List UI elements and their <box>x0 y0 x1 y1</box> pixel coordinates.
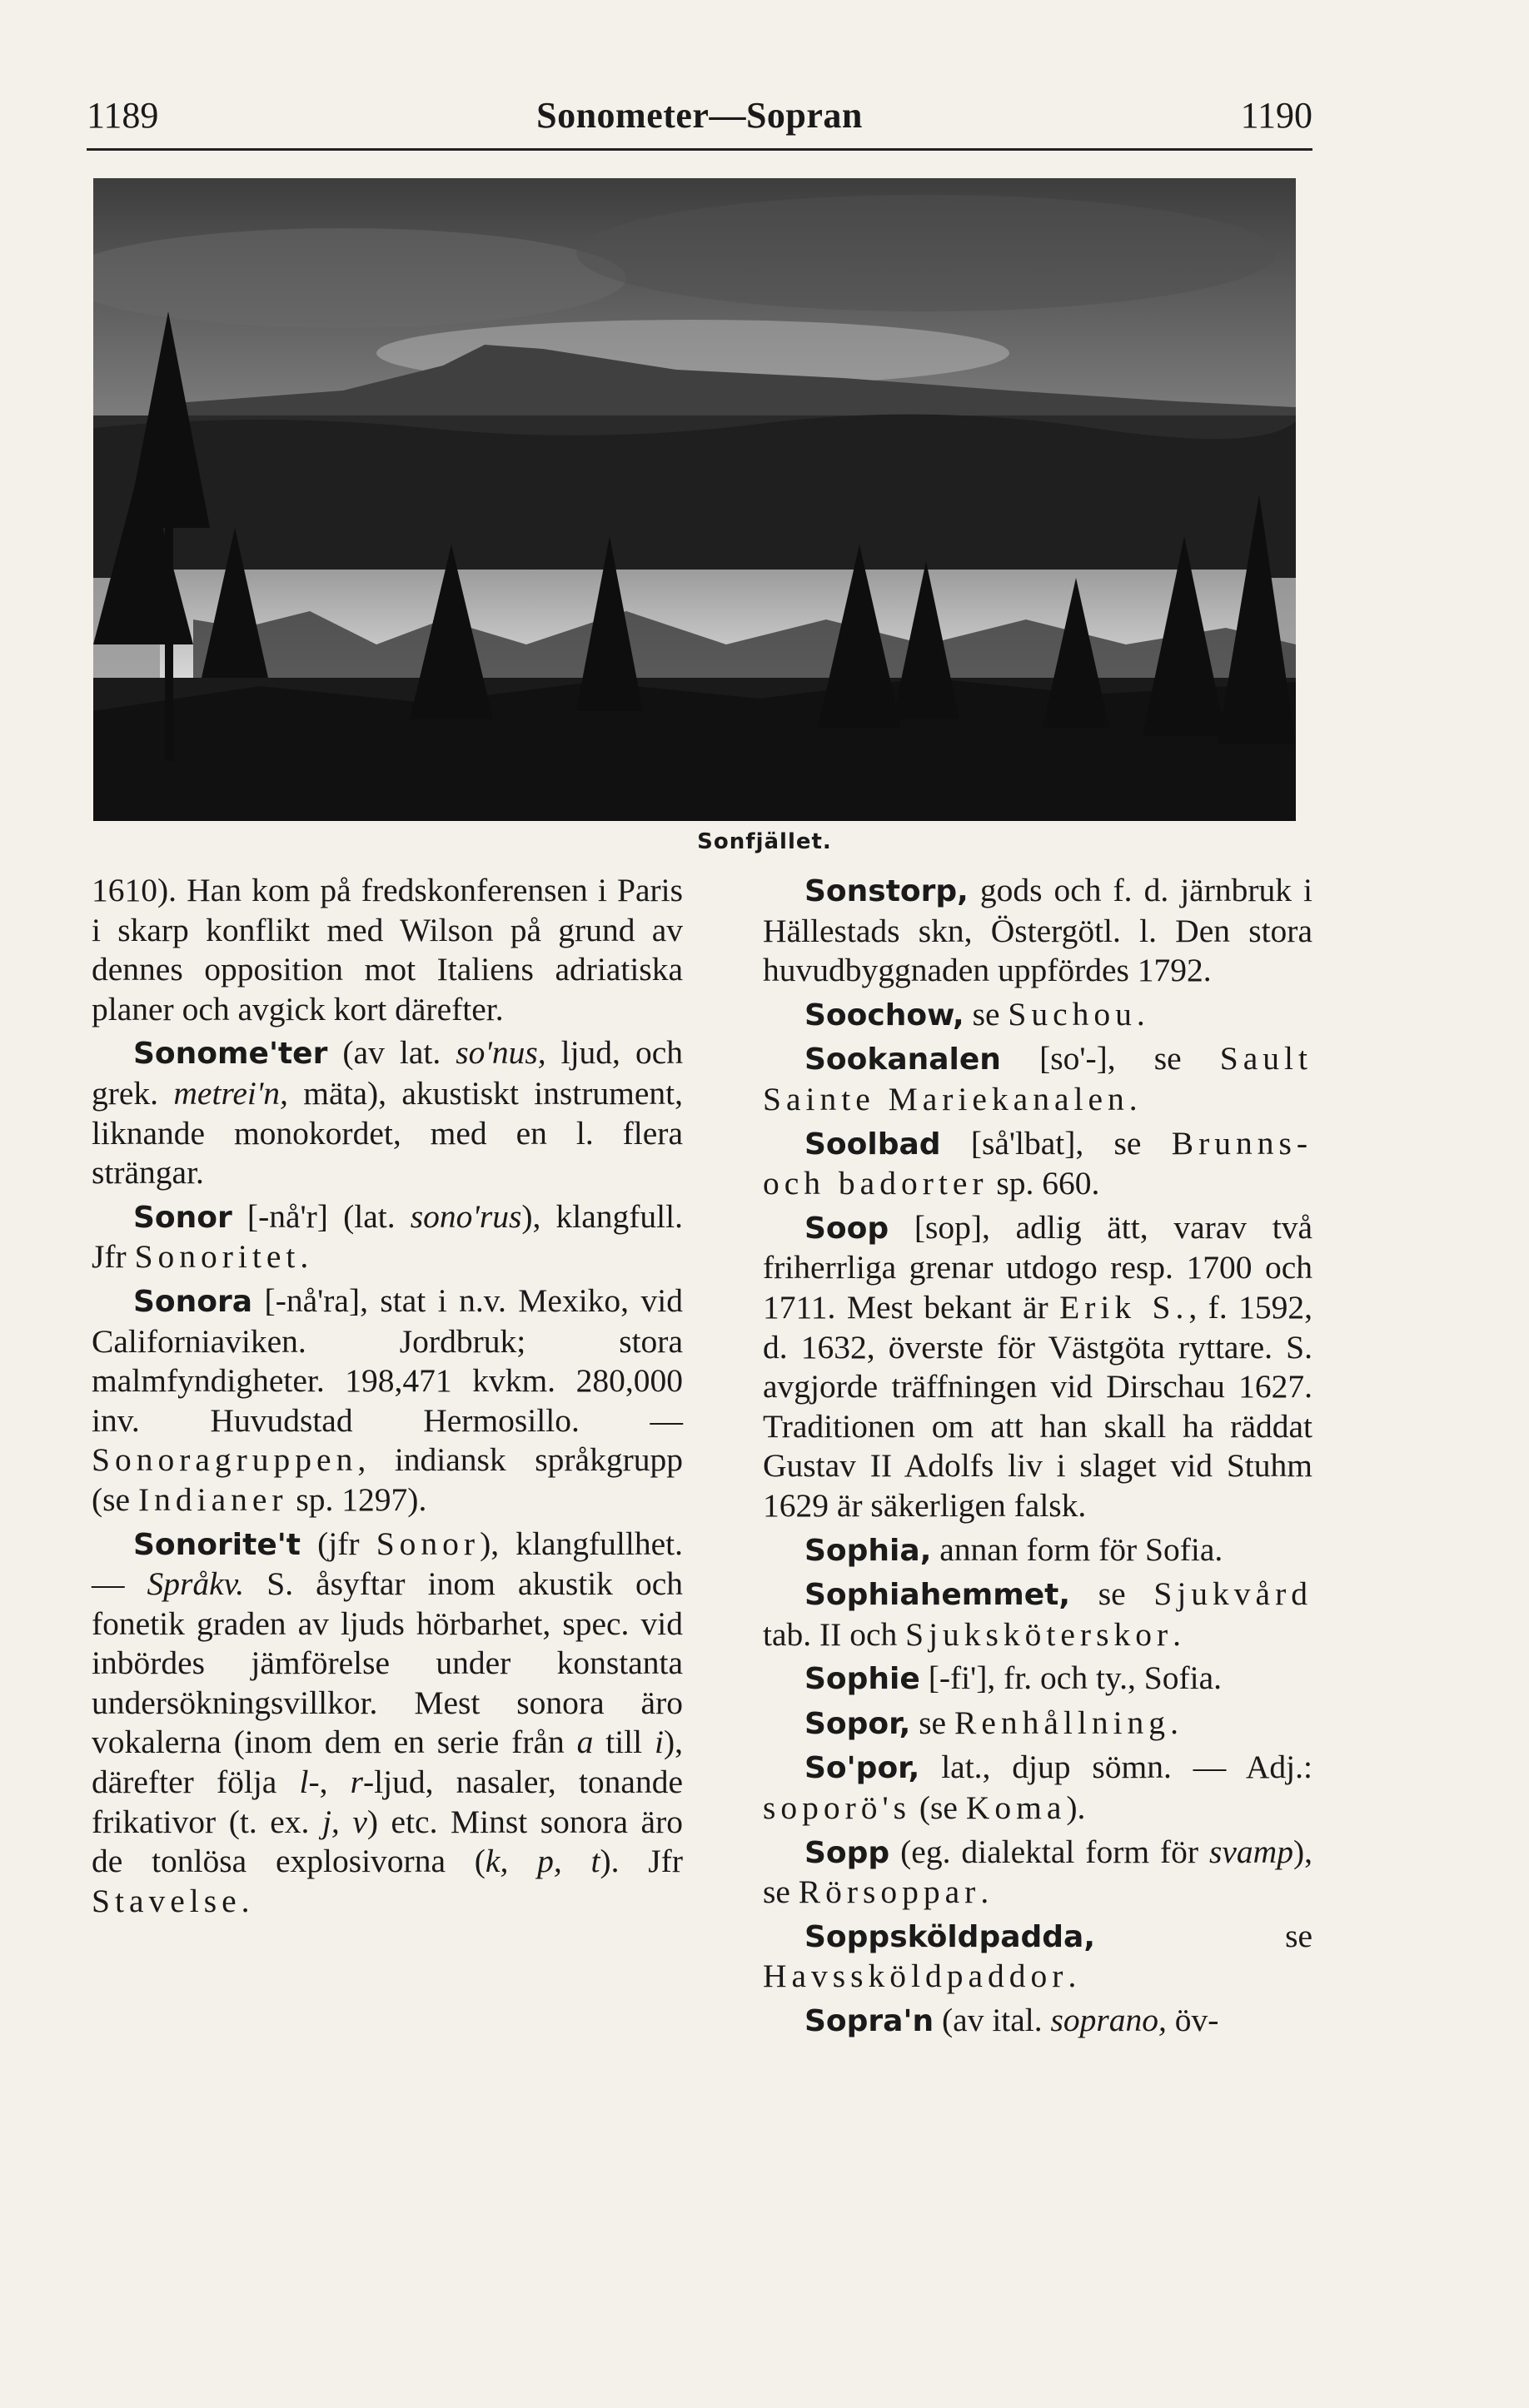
headword: Sopor, <box>804 1706 911 1741</box>
entry-italic: svamp <box>1209 1833 1293 1870</box>
cross-reference: Koma <box>965 1789 1067 1827</box>
entry-text: . <box>1170 1704 1178 1741</box>
entry-text: . <box>300 1238 309 1276</box>
entry-text: lat., djup sömn. — Adj.: <box>919 1749 1312 1786</box>
cross-reference: Indianer <box>137 1480 288 1518</box>
left-column <box>92 871 683 1925</box>
entry-italic: a <box>576 1724 594 1761</box>
entry-text: -, <box>308 1764 351 1801</box>
photo-illustration <box>93 178 1296 821</box>
entry-italic: k, p, t <box>485 1843 600 1880</box>
entry-sonor <box>92 1197 683 1277</box>
headword: Soolbad <box>804 1127 941 1162</box>
entry-text: [-fi'], fr. och ty., Sofia. <box>919 1659 1222 1697</box>
entry-text: se <box>910 1704 954 1741</box>
cross-reference: Renhållning <box>954 1704 1171 1741</box>
entry-italic: soprano, <box>1050 2002 1167 2039</box>
entry-italic: l <box>299 1764 309 1801</box>
entry-soolbad <box>763 1124 1312 1204</box>
headword: Soop <box>804 1211 889 1246</box>
entry-text: S. åsyftar inom akustik och fonetik graden av ljuds hörbarhet, spec. vid inbördes jämförelse under konstanta undersökningsvillkor. Mest sonora äro vokalerna (inom dem en serie från <box>92 1565 684 1761</box>
entry-sonoritet <box>92 1525 683 1922</box>
entry-text: öv- <box>1166 2002 1219 2039</box>
entry-text: -ljud, nasaler, tonande frikativor (t. ex. <box>92 1764 683 1840</box>
cross-reference: Sonor <box>376 1525 481 1562</box>
entry-soppskoldpadda <box>763 1917 1312 1997</box>
entry-text: . <box>1068 1958 1077 1995</box>
entry-text: . <box>1173 1615 1181 1653</box>
entry-text: se <box>964 995 1009 1032</box>
entry-sopran <box>763 2001 1312 2042</box>
right-column <box>763 871 1312 2046</box>
landscape-photo <box>93 178 1296 821</box>
entry-text: ), se <box>763 1833 1312 1911</box>
entry-text: se <box>1070 1575 1154 1613</box>
entry-soochow <box>763 995 1312 1036</box>
header-rule <box>87 148 1312 151</box>
page-number-left: 1189 <box>87 95 159 136</box>
entry-text: mäta), akustiskt instrument, liknande monokordet, med en l. flera strängar. <box>92 1074 684 1192</box>
continued-paragraph: 1610). Han kom på fredskonferensen i Paris i skarp konflikt med Wilson på grund av dennes opposition mot Italiens adriatiska planer och avgick kort därefter. <box>92 872 683 1027</box>
headword: Soppsköldpadda, <box>804 1919 1096 1954</box>
page-number-right: 1190 <box>1240 95 1312 136</box>
headword: Sophia, <box>804 1533 932 1568</box>
cross-reference: soporö's <box>763 1789 912 1827</box>
cross-reference: Erik S. <box>1059 1288 1189 1326</box>
entry-text: [-nå'ra], stat i n.v. Mexiko, vid Californiaviken. Jordbruk; stora malmfyndigheter. 198,471 kvkm. 280,000 inv. Huvudstad Hermosillo. — <box>92 1281 683 1439</box>
entry-text: se <box>1095 1917 1312 1954</box>
entry-italic: so'nus, <box>456 1034 546 1072</box>
headword: Sopp <box>804 1835 890 1870</box>
entry-sonstorp <box>763 871 1312 991</box>
entry-sophiahemmet <box>763 1575 1312 1654</box>
entry-italic: i <box>654 1724 664 1761</box>
figure-caption: Sonfjället. <box>697 829 832 854</box>
entry-sonora <box>92 1281 683 1520</box>
entry-italic: metrei'n, <box>173 1074 288 1112</box>
headword: Sonor <box>133 1200 232 1235</box>
entry-text: ), klangfullhet. — <box>92 1525 683 1603</box>
cross-reference: Sjukvård <box>1153 1575 1312 1613</box>
entry-text: sp. 660. <box>988 1165 1100 1202</box>
entry-sopp <box>763 1833 1312 1913</box>
entry-italic: Språkv. <box>147 1565 245 1603</box>
headword: Sophie <box>804 1662 920 1697</box>
headword: Sophiahemmet, <box>804 1578 1071 1613</box>
entry-sonometer <box>92 1033 683 1192</box>
entry-sopor-latin <box>763 1748 1312 1828</box>
entry-text: . <box>1136 995 1145 1032</box>
entry-text: , f. 1592, d. 1632, överste för Västgöta ryttare. S. avgjorde träffningen vid Dirschau 1627. Traditionen om att han skall ha räddat Gustav II Adolfs liv i slaget vid Stuhm 1629 är säkerligen falsk. <box>763 1288 1313 1524</box>
headword: Soochow, <box>804 998 964 1032</box>
running-title: Sonometer—Sopran <box>536 95 863 136</box>
entry-text: . <box>980 1873 989 1911</box>
entry-text: ), klangfull. Jfr <box>92 1197 684 1276</box>
cross-reference: Rörsoppar <box>798 1873 981 1911</box>
entry-text: sp. 1297). <box>287 1480 427 1518</box>
cross-reference: Stavelse <box>92 1882 242 1919</box>
entry-text: [-nå'r] (lat. <box>232 1197 411 1235</box>
entry-text: ). <box>1066 1789 1086 1827</box>
cross-reference: Sonoragruppen <box>92 1441 358 1479</box>
entry-text: . <box>1128 1080 1138 1117</box>
entry-italic: sono'rus <box>410 1197 522 1235</box>
entry-text: ). Jfr <box>600 1843 683 1880</box>
entry-italic: r <box>350 1764 364 1801</box>
entry-text: ), därefter följa <box>92 1724 683 1801</box>
headword: So'por, <box>804 1751 920 1786</box>
entry-text: till <box>593 1724 655 1761</box>
cross-reference: Brunns- och badorter <box>763 1124 1312 1202</box>
cross-reference: Suchou <box>1008 995 1137 1032</box>
headword: Sonora <box>133 1284 253 1319</box>
cross-reference: Sjuksköterskor <box>905 1615 1173 1653</box>
headword: Sopra'n <box>804 2004 934 2039</box>
entry-text: [so'-], se <box>1000 1040 1220 1077</box>
entry-text: ) etc. Minst sonora äro de tonlösa explosivorna ( <box>92 1803 683 1880</box>
entry-text: gods och f. d. järnbruk i Hällestads skn, Östergötl. l. Den stora huvudbyggnaden uppfördes 1792. <box>763 872 1312 989</box>
entry-text: (jfr <box>300 1525 376 1562</box>
entry-sophie <box>763 1659 1312 1699</box>
entry-sookanalen <box>763 1039 1312 1119</box>
entry-text: ljud, och grek. <box>92 1034 683 1112</box>
page-header <box>87 87 1312 137</box>
entry-sopor <box>763 1704 1312 1744</box>
entry-text: [sop], adlig ätt, varav två friherrliga grenar utdogo resp. 1700 och 1711. Mest bekant är <box>763 1208 1312 1326</box>
entry-text: [så'lbat], se <box>940 1124 1172 1162</box>
entry-text: annan form för Sofia. <box>931 1530 1223 1568</box>
entry-text: (av lat. <box>327 1034 456 1072</box>
entry-text: . <box>241 1882 250 1919</box>
entry-sophia <box>763 1530 1312 1571</box>
headword: Sonstorp, <box>804 874 969 908</box>
headword: Sonorite't <box>133 1527 301 1562</box>
entry-text: (eg. dialektal form för <box>889 1833 1210 1870</box>
cross-reference: Sault Sainte Mariekanalen <box>763 1040 1312 1117</box>
entry-text: , indiansk språkgrupp (se <box>92 1441 683 1518</box>
entry-text: tab. II och <box>763 1615 906 1653</box>
entry-soop <box>763 1208 1312 1526</box>
headword: Sonome'ter <box>133 1037 328 1072</box>
cross-reference: Sonoritet <box>134 1238 301 1276</box>
cross-reference: Havssköldpaddor <box>763 1958 1068 1995</box>
entry-text: (av ital. <box>934 2002 1051 2039</box>
headword: Sookanalen <box>804 1042 1001 1077</box>
entry-text: (se <box>911 1789 966 1827</box>
entry-italic: j, v <box>321 1803 367 1840</box>
